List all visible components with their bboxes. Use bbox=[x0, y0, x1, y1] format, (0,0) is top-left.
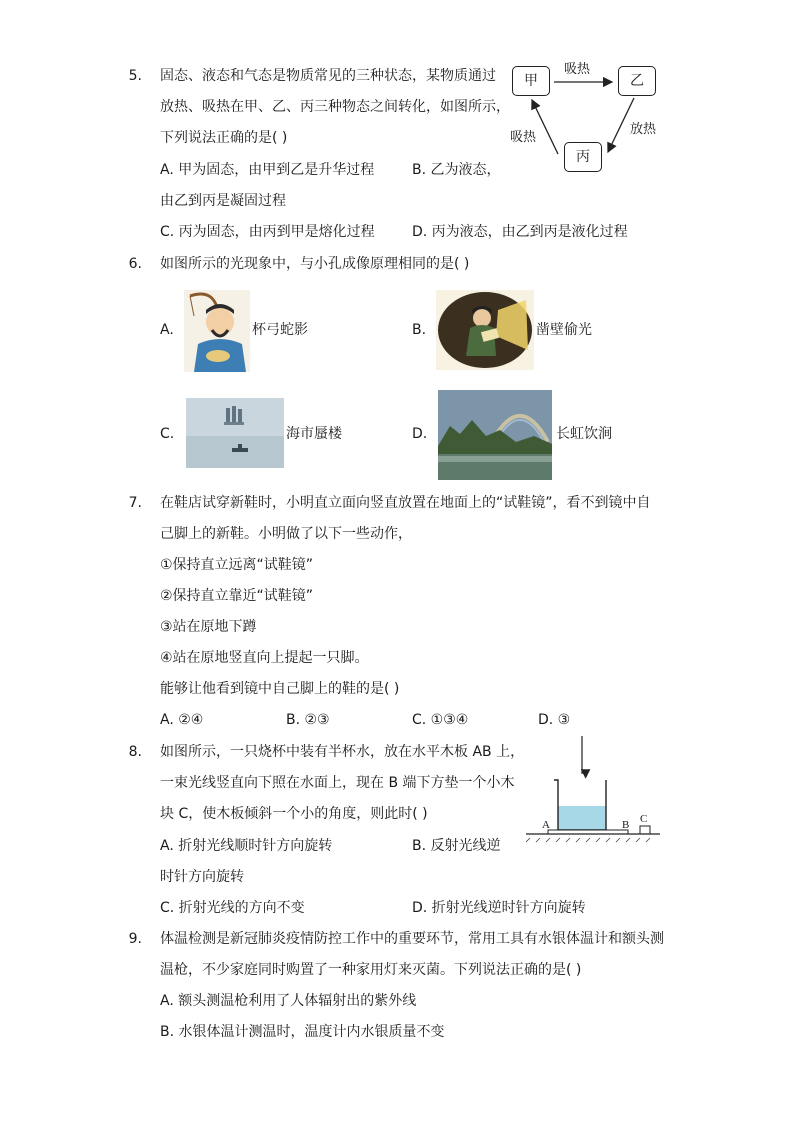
state-box-yi: 乙 bbox=[618, 66, 656, 96]
q7-action-2: ②保持直立靠近“试鞋镜” bbox=[160, 588, 314, 604]
q9-option-a: A. 额头测温枪利用了人体辐射出的紫外线 bbox=[160, 993, 417, 1009]
q7-question: 能够让他看到镜中自己脚上的鞋的是( ) bbox=[160, 681, 400, 697]
board-end-b-label: B bbox=[622, 819, 630, 831]
q7-action-4: ④站在原地竖直向上提起一只脚。 bbox=[160, 650, 369, 666]
state-box-bing: 丙 bbox=[564, 142, 602, 172]
q8-option-b: B. 反射光线逆 bbox=[412, 838, 501, 854]
q5-option-b: B. 乙为液态， bbox=[412, 162, 501, 178]
q7-option-a: A. ②④ bbox=[160, 712, 204, 728]
q7-action-3: ③站在原地下蹲 bbox=[160, 619, 257, 635]
q7-number: 7. bbox=[128, 495, 142, 511]
label-bing-jia: 吸热 bbox=[510, 130, 537, 145]
q9-stem-line-2: 温枪，不少家庭同时购置了一种家用灯来灭菌。下列说法正确的是( ) bbox=[160, 962, 582, 978]
photo-hai-shi-shen-lou bbox=[186, 398, 284, 468]
q8-stem-line-2: 一束光线竖直向下照在水面上，现在 B 端下方垫一个小木 bbox=[160, 775, 515, 791]
q7-option-b: B. ②③ bbox=[286, 712, 330, 728]
q8-option-d: D. 折射光线逆时针方向旋转 bbox=[412, 900, 586, 916]
state-box-jia: 甲 bbox=[512, 66, 550, 96]
q8-number: 8. bbox=[128, 744, 142, 760]
q6-option-b-letter: B. bbox=[412, 322, 427, 338]
q5-state-diagram bbox=[506, 56, 666, 176]
photo-chang-hong-yin-jian bbox=[438, 390, 552, 480]
illustration-zao-bi-tou-guang bbox=[436, 290, 534, 370]
q7-action-1: ①保持直立远离“试鞋镜” bbox=[160, 557, 314, 573]
q5-option-a: A. 甲为固态，由甲到乙是升华过程 bbox=[160, 162, 375, 178]
q6-number: 6. bbox=[128, 256, 142, 272]
rainbow-over-mountains-icon bbox=[438, 390, 552, 480]
board-end-a-label: A bbox=[542, 819, 550, 831]
q6-option-a-caption: 杯弓蛇影 bbox=[252, 322, 308, 338]
q6-option-d-letter: D. bbox=[412, 426, 428, 442]
q7-stem-line-1: 在鞋店试穿新鞋时，小明直立面向竖直放置在地面上的“试鞋镜”，看不到镜中自 bbox=[160, 495, 651, 511]
q5-stem-line-3: 下列说法正确的是( ) bbox=[160, 130, 288, 146]
mirage-over-sea-icon bbox=[186, 398, 284, 468]
q6-option-d-caption: 长虹饮涧 bbox=[556, 426, 612, 442]
illustration-bei-gong-she-ying bbox=[184, 290, 250, 372]
q8-stem-line-3: 块 C，使木板倾斜一个小的角度，则此时( ) bbox=[160, 806, 428, 822]
q6-option-c-letter: C. bbox=[160, 426, 175, 442]
q8-beaker-diagram bbox=[526, 734, 666, 846]
label-yi-bing: 放热 bbox=[630, 122, 657, 137]
boy-reading-by-light-icon bbox=[436, 290, 534, 370]
q9-stem-line-1: 体温检测是新冠肺炎疫情防控工作中的重要环节，常用工具有水银体温计和额头测 bbox=[160, 931, 664, 947]
q9-option-b: B. 水银体温计测温时，温度计内水银质量不变 bbox=[160, 1024, 445, 1040]
q7-stem-line-2: 己脚上的新鞋。小明做了以下一些动作， bbox=[160, 526, 412, 542]
q8-option-c: C. 折射光线的方向不变 bbox=[160, 900, 305, 916]
q7-option-c: C. ①③④ bbox=[412, 712, 469, 728]
figure-with-bow-icon bbox=[184, 290, 250, 372]
q7-option-d: D. ③ bbox=[538, 712, 571, 728]
q5-option-c: C. 丙为固态，由丙到甲是熔化过程 bbox=[160, 224, 375, 240]
q8-option-a: A. 折射光线顺时针方向旋转 bbox=[160, 838, 333, 854]
q5-option-b-continued: 由乙到丙是凝固过程 bbox=[160, 193, 286, 209]
label-jia-yi: 吸热 bbox=[564, 62, 591, 77]
q6-option-a-letter: A. bbox=[160, 322, 174, 338]
q9-number: 9. bbox=[128, 931, 142, 947]
q5-stem-line-1: 固态、液态和气态是物质常见的三种状态，某物质通过 bbox=[160, 68, 496, 84]
q8-option-b-continued: 时针方向旋转 bbox=[160, 869, 244, 885]
q5-option-d: D. 丙为液态，由乙到丙是液化过程 bbox=[412, 224, 628, 240]
q6-stem: 如图所示的光现象中，与小孔成像原理相同的是( ) bbox=[160, 256, 470, 272]
q5-number: 5. bbox=[128, 68, 142, 84]
wood-block-c-label: C bbox=[640, 813, 648, 825]
q6-option-b-caption: 凿壁偷光 bbox=[536, 322, 592, 338]
q6-option-c-caption: 海市蜃楼 bbox=[286, 426, 342, 442]
q8-stem-line-1: 如图所示，一只烧杯中装有半杯水，放在水平木板 AB 上， bbox=[160, 744, 525, 760]
q5-stem-line-2: 放热、吸热在甲、乙、丙三种物态之间转化，如图所示， bbox=[160, 99, 510, 115]
